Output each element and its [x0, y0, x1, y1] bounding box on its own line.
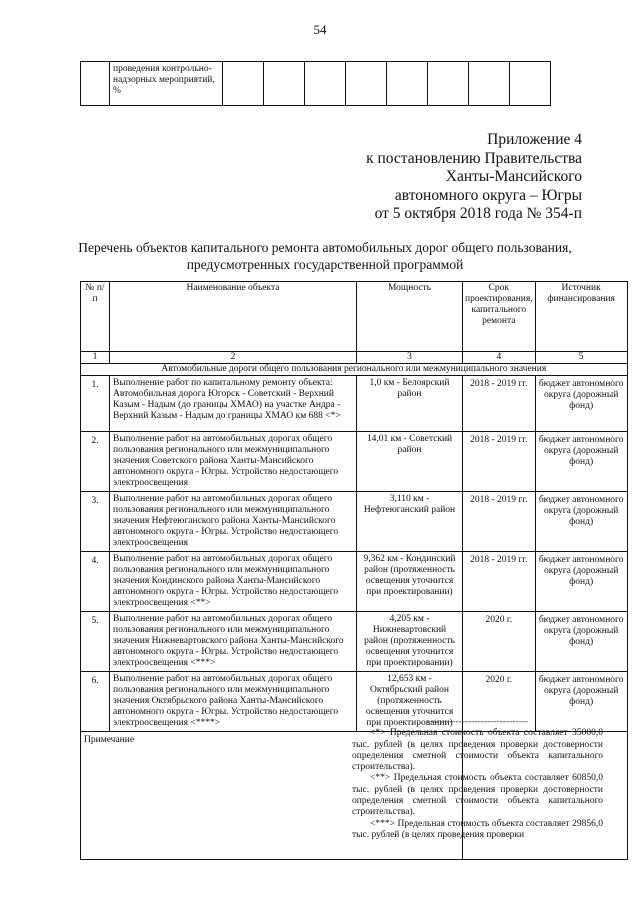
notes-label: Примечание — [81, 732, 463, 860]
row-name: Выполнение работ на автомобильных дорогах общего пользования регионального или межмуниципального значения Нефтеюганского района Ханты-Мансийского автономного округа - Югры. Устройство недостающего электроосвещения — [110, 492, 357, 552]
title-line: предусмотренных государственной программой — [186, 256, 464, 272]
table-row — [81, 612, 628, 672]
fragment-cell — [81, 62, 110, 106]
fragment-indicator-text: проведения контрольно-надзорных мероприятий, % — [110, 62, 223, 106]
header-name: Наименование объекта — [110, 282, 357, 352]
table-row — [81, 552, 628, 612]
row-num: 4. — [81, 552, 110, 612]
row-num: 1. — [81, 376, 110, 432]
row-source: бюджет автономного округа (дорожный фонд) — [535, 376, 627, 432]
row-num: 5. — [81, 612, 110, 672]
row-term: 2020 г. — [463, 612, 536, 672]
appendix-line: автономного округа – Югры — [394, 186, 582, 204]
fragment-cell — [264, 62, 305, 106]
header-num: № п/п — [81, 282, 110, 352]
document-title — [40, 240, 610, 273]
row-source: бюджет автономного округа (дорожный фонд) — [535, 492, 627, 552]
row-name: Выполнение работ по капитальному ремонту объекта: Автомобильная дорога Югорск - Советский - Верхний Казым - Надым (до границы ХМАО) на участке Андра - Верхний Казым - Надым до границы ХМАО км 688 <*> — [110, 376, 357, 432]
row-term: 2018 - 2019 гг. — [463, 492, 536, 552]
row-source: бюджет автономного округа (дорожный фонд) — [535, 672, 627, 732]
header-term: Срок проектирования, капитального ремонта — [463, 282, 536, 352]
row-source: бюджет автономного округа (дорожный фонд) — [535, 432, 627, 492]
row-capacity: 12,653 км - Октябрьский район (протяженность освещения уточнится при проектировании) — [357, 672, 463, 732]
col-number: 1 — [81, 352, 110, 364]
fragment-cell — [387, 62, 428, 106]
page-number: 54 — [313, 22, 327, 37]
row-name: Выполнение работ на автомобильных дорогах общего пользования регионального или межмуниципального значения Советского района Ханты-Мансийского автономного округа - Югры. Устройство недостающего электроосвещения — [110, 432, 357, 492]
continued-table-fragment — [80, 61, 551, 106]
row-name: Выполнение работ на автомобильных дорогах общего пользования регионального или межмуниципального значения Октябрьского района Ханты-Мансийского автономного округа - Югры. Устройство недостающего электроосвещения <****> — [110, 672, 357, 732]
appendix-header — [262, 131, 582, 224]
row-source: бюджет автономного округа (дорожный фонд) — [535, 612, 627, 672]
section-heading: Автомобильные дороги общего пользования регионального или межмуниципального значения — [81, 364, 628, 376]
appendix-line: от 5 октября 2018 года № 354-п — [374, 205, 582, 222]
row-capacity: 3,110 км - Нефтеюганский район — [357, 492, 463, 552]
col-number: 4 — [463, 352, 536, 364]
fragment-cell — [223, 62, 264, 106]
note-item: <*> Предельная стоимость объекта составляет 35000,0 тыс. рублей (в целях проведения проверки достоверности определения сметной стоимости объекта капитального строительства). — [352, 728, 603, 773]
fragment-cell — [469, 62, 510, 106]
row-num: 6. — [81, 672, 110, 732]
col-number: 3 — [357, 352, 463, 364]
row-term: 2018 - 2019 гг. — [463, 432, 536, 492]
row-capacity: 9,362 км - Кондинский район (протяженность освещения уточнится при проектировании) — [357, 552, 463, 612]
title-line: Перечень объектов капитального ремонта автомобильных дорог общего пользования, — [78, 240, 572, 255]
note-item: <**> Предельная стоимость объекта составляет 60850,0 тыс. рублей (в целях проведения проверки достоверности определения сметной стоимости объекта капитального строительства). — [352, 773, 603, 818]
notes-separator: -------------------------------- — [426, 717, 529, 727]
col-number: 2 — [110, 352, 357, 364]
notes-text — [352, 717, 603, 841]
note-item: <***> Предельная стоимость объекта составляет 29856,0 тыс. рублей (в целях проведения проверки — [352, 818, 603, 840]
fragment-cell — [305, 62, 346, 106]
col-number: 5 — [535, 352, 627, 364]
fragment-cell — [346, 62, 387, 106]
row-term: 2018 - 2019 гг. — [463, 552, 536, 612]
appendix-line: Ханты-Мансийского — [445, 168, 582, 185]
appendix-line: к постановлению Правительства — [366, 149, 582, 167]
row-num: 2. — [81, 432, 110, 492]
header-source: Источник финансирования — [535, 282, 627, 352]
row-capacity: 4,205 км - Нижневартовский район (протяженность освещения уточнится при проектировании) — [357, 612, 463, 672]
row-capacity: 14,01 км - Советский район — [357, 432, 463, 492]
fragment-cell — [510, 62, 551, 106]
row-name: Выполнение работ на автомобильных дорогах общего пользования регионального или межмуниципального значения Кондинского района Ханты-Мансийского автономного округа - Югры. Устройство недостающего электроосвещения <**> — [110, 552, 357, 612]
row-term: 2020 г. — [463, 672, 536, 732]
header-capacity: Мощность — [357, 282, 463, 352]
fragment-cell — [428, 62, 469, 106]
row-num: 3. — [81, 492, 110, 552]
row-capacity: 1,0 км - Белоярский район — [357, 376, 463, 432]
row-source: бюджет автономного округа (дорожный фонд) — [535, 552, 627, 612]
row-term: 2018 - 2019 гг. — [463, 376, 536, 432]
row-name: Выполнение работ на автомобильных дорогах общего пользования регионального или межмуниципального значения Нижневартовского района Ханты-Мансийского автономного округа - Югры. Устройство недостающего электроосвещения <***> — [110, 612, 357, 672]
appendix-line: Приложение 4 — [487, 131, 582, 148]
table-row — [81, 432, 628, 492]
table-row — [81, 376, 628, 432]
table-row — [81, 492, 628, 552]
